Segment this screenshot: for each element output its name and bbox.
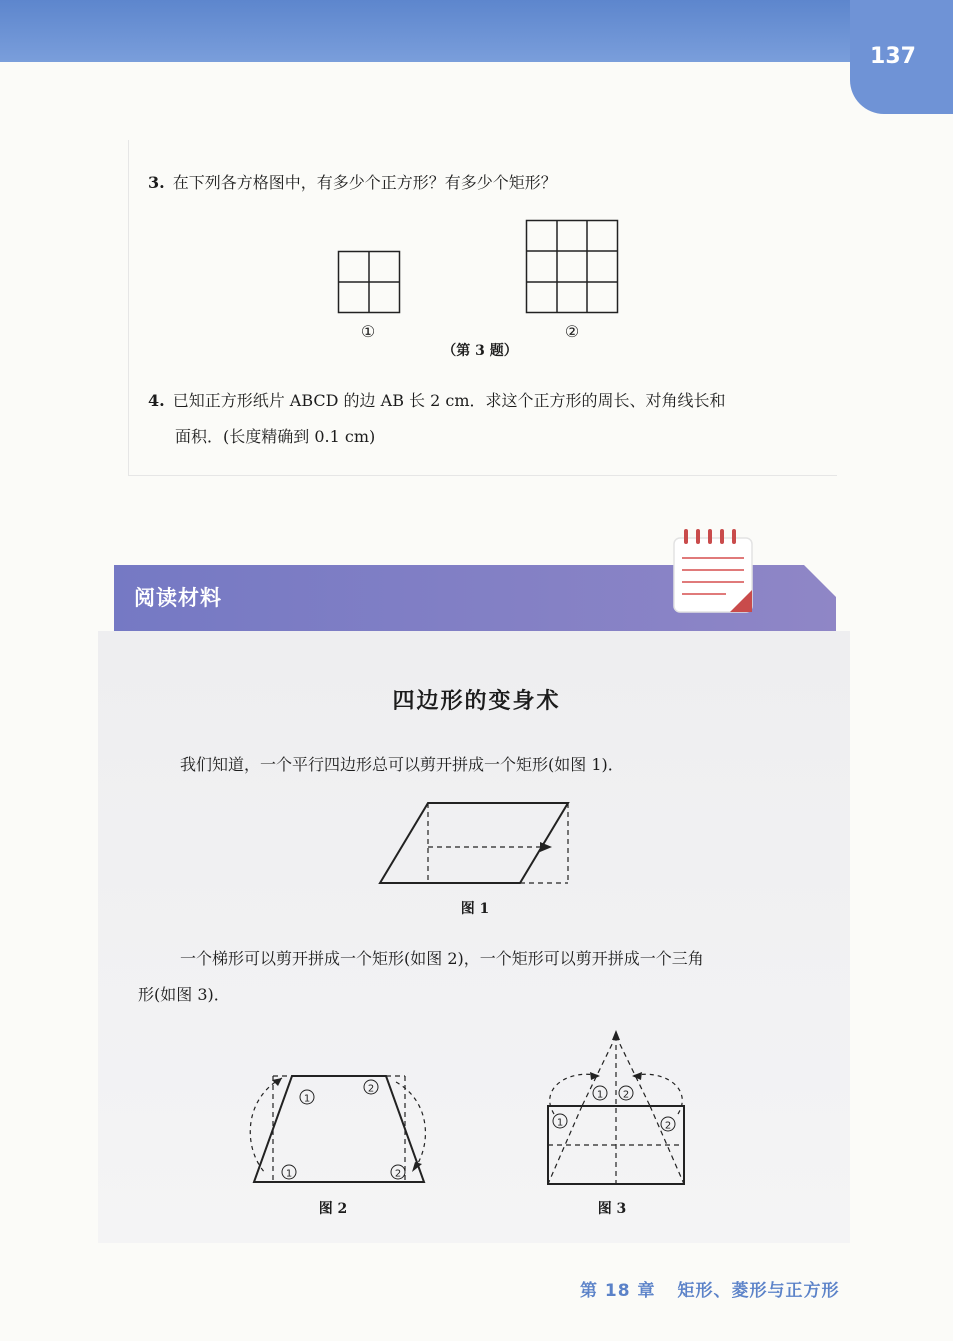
footer xyxy=(580,1276,840,1301)
exercise-4-line1: 已知正方形纸片 ABCD 的边 AB 长 2 cm．求这个正方形的周长、对角线长和 xyxy=(172,391,726,410)
exercise-3-number: 3. xyxy=(148,173,165,192)
paragraph-1: 我们知道，一个平行四边形总可以剪开拼成一个矩形(如图 1)． xyxy=(180,755,624,774)
figure-3-caption: 图 3 xyxy=(597,1201,627,1217)
paragraph-2-line1: 一个梯形可以剪开拼成一个矩形(如图 2)，一个矩形可以剪开拼成一个三角 xyxy=(180,949,704,968)
svg-text:2: 2 xyxy=(394,1168,402,1180)
exercise-4-line2: 面积．(长度精确到 0.1 cm) xyxy=(175,427,376,446)
grid-1-label: ① xyxy=(360,322,376,341)
grid-3x3 xyxy=(526,220,618,313)
svg-text:1: 1 xyxy=(596,1089,604,1101)
figure-2-trapezoid xyxy=(236,1068,436,1190)
figure-1-caption: 图 1 xyxy=(460,901,490,917)
article-title: 四边形的变身术 xyxy=(392,689,561,714)
grid-2-label: ② xyxy=(564,322,580,341)
reading-banner-title: 阅读材料 xyxy=(134,586,222,610)
svg-text:2: 2 xyxy=(367,1083,375,1095)
footer-chapter-title: 矩形、菱形与正方形 xyxy=(677,1281,840,1301)
svg-text:1: 1 xyxy=(556,1117,564,1129)
svg-text:2: 2 xyxy=(622,1089,630,1101)
exercise-4-number: 4. xyxy=(148,391,165,410)
svg-text:1: 1 xyxy=(285,1168,293,1180)
figure-1-parallelogram xyxy=(370,795,585,890)
reading-area xyxy=(98,631,850,1243)
svg-text:2: 2 xyxy=(664,1120,672,1132)
paragraph-2-line2: 形(如图 3)． xyxy=(138,985,230,1004)
svg-text:1: 1 xyxy=(303,1093,311,1105)
exercise-3-caption: （第 3 题） xyxy=(442,343,518,359)
grid-2x2 xyxy=(338,251,400,313)
page-number: 137 xyxy=(870,44,916,69)
exercise-4 xyxy=(148,388,726,411)
figure-3-rectangle xyxy=(530,1028,700,1190)
top-band xyxy=(0,0,953,62)
exercise-3-text: 在下列各方格图中，有多少个正方形？有多少个矩形？ xyxy=(172,173,557,192)
footer-chapter: 第 18 章 xyxy=(580,1281,656,1301)
notepad-icon xyxy=(668,522,758,614)
figure-2-caption: 图 2 xyxy=(318,1201,348,1217)
exercise-3 xyxy=(148,170,557,193)
